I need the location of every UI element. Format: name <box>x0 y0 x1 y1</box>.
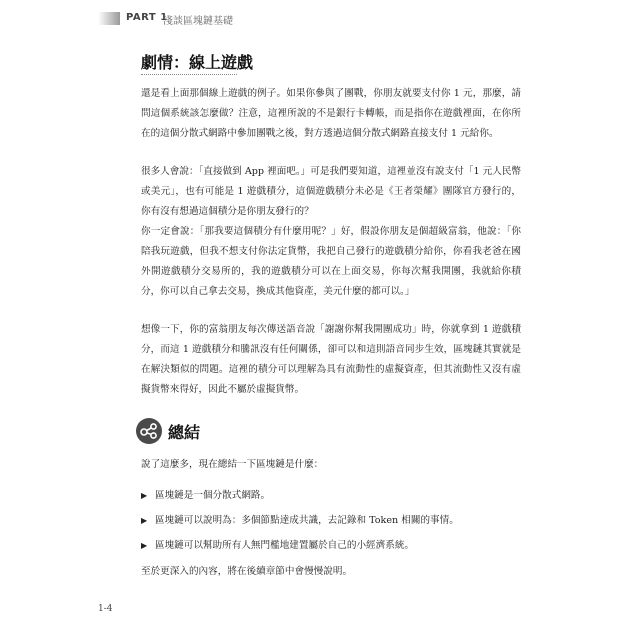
section-title: 劇情：線上遊戲 <box>141 53 254 72</box>
summary-title: 總結 <box>168 423 201 442</box>
body-paragraph: 你一定會說：「那我要這個積分有什麼用呢？」好，假設你朋友是個超級富翁，他說：「你陪我玩遊戲，但我不想支付你法定貨幣，我把自己發行的遊戲積分給你，你看我老爸在國外開遊戲積分交易所的，我的遊戲積分可以在上面交易，你每次幫我開團，我就給你積分，你可以自己拿去交易，換成其他資產，美元什麼的都可以。」 <box>141 226 521 297</box>
bullet-triangle-icon: ▶ <box>141 516 148 525</box>
body-paragraph: 很多人會說：「直接做到 App 裡面吧。」可是我們要知道，這裡並沒有說支付「1 元人民幣或美元」，也有可能是 1 遊戲積分，這個遊戲積分未必是《王者榮耀》團隊官方發行的，你有沒有想過這個積分是你朋友發行的？ <box>141 166 521 217</box>
page-number: 1-4 <box>98 604 113 614</box>
body-paragraph: 還是看上面那個線上遊戲的例子。如果你參與了團戰，你朋友就要支付你 1 元，那麼，請問這個系統該怎麼做？注意，這裡所說的不是銀行卡轉帳，而是指你在遊戲裡面，在你所在的這個分散式網路中參加團戰之後，對方透過這個分散式網路直接支付 1 元給你。 <box>141 88 521 139</box>
list-item <box>141 487 270 501</box>
list-item <box>141 512 459 526</box>
header-chapter-title: 淺談區塊鏈基礎 <box>163 16 233 27</box>
bullet-triangle-icon: ▶ <box>141 541 148 550</box>
body-paragraph: 想像一下，你的富翁朋友每次傳送語音說「謝謝你幫我開團成功」時，你就拿到 1 遊戲積分，而這 1 遊戲積分和騰訊沒有任何關係，卻可以和這則語音同步生效，區塊鏈其實就是在解決類似的問題。這裡的積分可以理解為具有流動性的虛擬資產，但其流動性又沒有虛擬貨幣來得好，因此不屬於虛擬貨幣。 <box>141 324 521 395</box>
bullet-triangle-icon: ▶ <box>141 491 148 500</box>
summary-intro: 說了這麼多，現在總結一下區塊鏈是什麼： <box>141 459 324 470</box>
header-part-label: PART 1 <box>126 12 168 23</box>
list-item-text: 區塊鏈可以說明為：多個節點達成共識，去記錄和 Token 相關的事情。 <box>155 515 459 526</box>
share-nodes-icon <box>136 418 162 444</box>
title-underline <box>141 74 237 75</box>
header-gradient-bar <box>98 12 120 25</box>
list-item-text: 區塊鏈是一個分散式網路。 <box>155 490 271 501</box>
summary-outro: 至於更深入的內容，將在後續章節中會慢慢說明。 <box>141 566 353 577</box>
list-item-text: 區塊鏈可以幫助所有人無門檻地建置屬於自己的小經濟系統。 <box>155 540 415 551</box>
list-item <box>141 537 414 551</box>
